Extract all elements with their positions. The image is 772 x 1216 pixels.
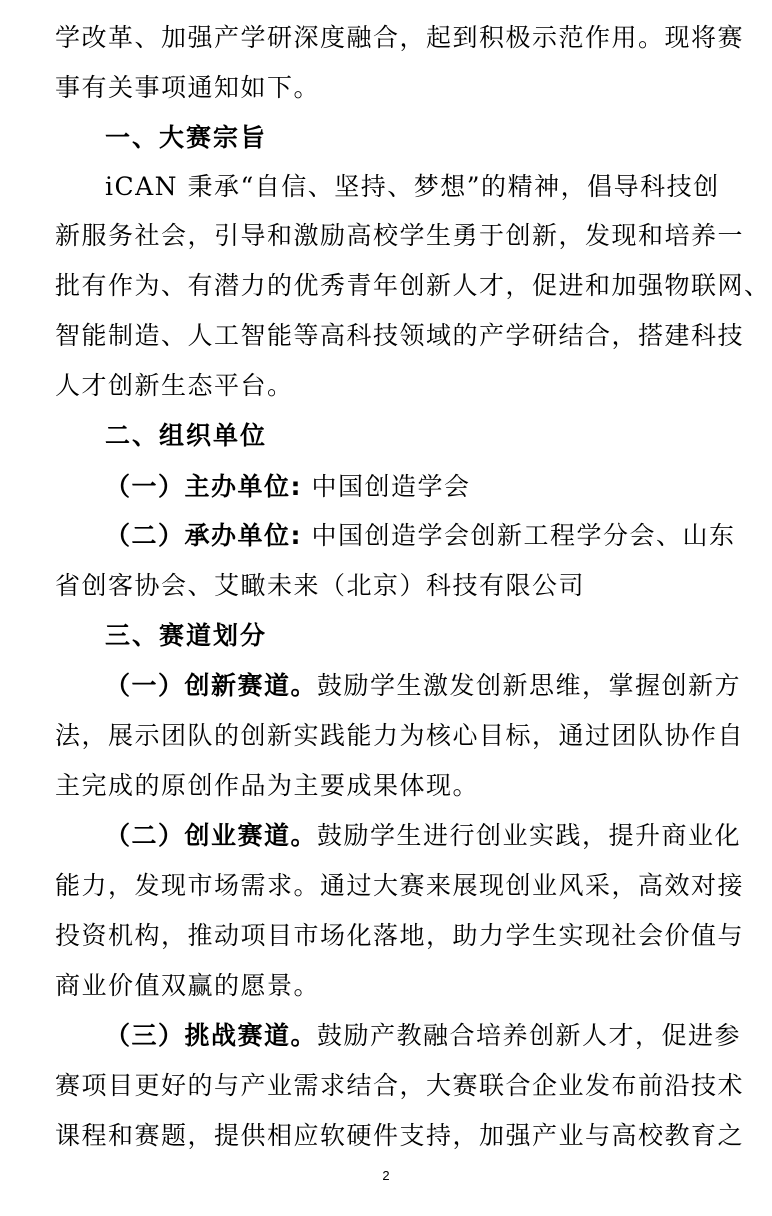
body-text-line: 能力，发现市场需求。通过大赛来展现创业风采，高效对接: [55, 871, 745, 900]
body-text-line: 事有关事项通知如下。: [55, 73, 321, 102]
body-text-line: 商业价值双赢的愿景。: [55, 971, 321, 1000]
organizer-text: 中国创造学会创新工程学分会、山东: [311, 521, 736, 550]
section-heading-purpose: 一、大赛宗旨: [105, 123, 268, 152]
body-text-line: 智能制造、人工智能等高科技领域的产学研结合，搭建科技: [55, 321, 745, 350]
track-label: （二）创业赛道。: [105, 821, 318, 850]
track-item: [105, 816, 742, 856]
section-heading-tracks: 三、赛道划分: [105, 621, 268, 650]
body-text-line: 人才创新生态平台。: [55, 371, 294, 400]
body-text-line: 课程和赛题，提供相应软硬件支持，加强产业与高校教育之: [55, 1121, 745, 1150]
track-text: 鼓励学生激发创新思维，掌握创新方: [317, 671, 742, 700]
track-label: （一）创新赛道。: [105, 671, 318, 700]
body-text-line: iCAN 秉承“自信、坚持、梦想”的精神，倡导科技创: [105, 172, 720, 201]
body-text-line: 批有作为、有潜力的优秀青年创新人才，促进和加强物联网、: [55, 271, 771, 300]
section-heading-organizers: 二、组织单位: [105, 421, 268, 450]
body-text-line: 省创客协会、艾瞰未来（北京）科技有限公司: [55, 571, 586, 600]
track-text: 鼓励产教融合培养创新人才，促进参: [317, 1021, 742, 1050]
track-label: （三）挑战赛道。: [105, 1021, 318, 1050]
track-text: 鼓励学生进行创业实践，提升商业化: [317, 821, 742, 850]
body-text-line: 主完成的原创作品为主要成果体现。: [55, 771, 480, 800]
page-number: 2: [382, 1168, 390, 1183]
track-item: [105, 666, 742, 706]
body-text-line: 投资机构，推动项目市场化落地，助力学生实现社会价值与: [55, 921, 745, 950]
track-item: [105, 1016, 742, 1056]
organizer-label: （二）承办单位:: [105, 521, 302, 550]
organizer-item: [105, 467, 717, 507]
organizer-item: [105, 516, 736, 556]
body-text-line: 新服务社会，引导和激励高校学生勇于创新，发现和培养一: [55, 221, 745, 250]
organizer-label: （一）主办单位:: [105, 472, 302, 501]
body-text-line: 学改革、加强产学研深度融合，起到积极示范作用。现将赛: [55, 23, 745, 52]
body-text-line: 赛项目更好的与产业需求结合，大赛联合企业发布前沿技术: [55, 1071, 745, 1100]
organizer-text: 中国创造学会: [311, 472, 471, 501]
body-text-line: 法，展示团队的创新实践能力为核心目标，通过团队协作自: [55, 721, 745, 750]
